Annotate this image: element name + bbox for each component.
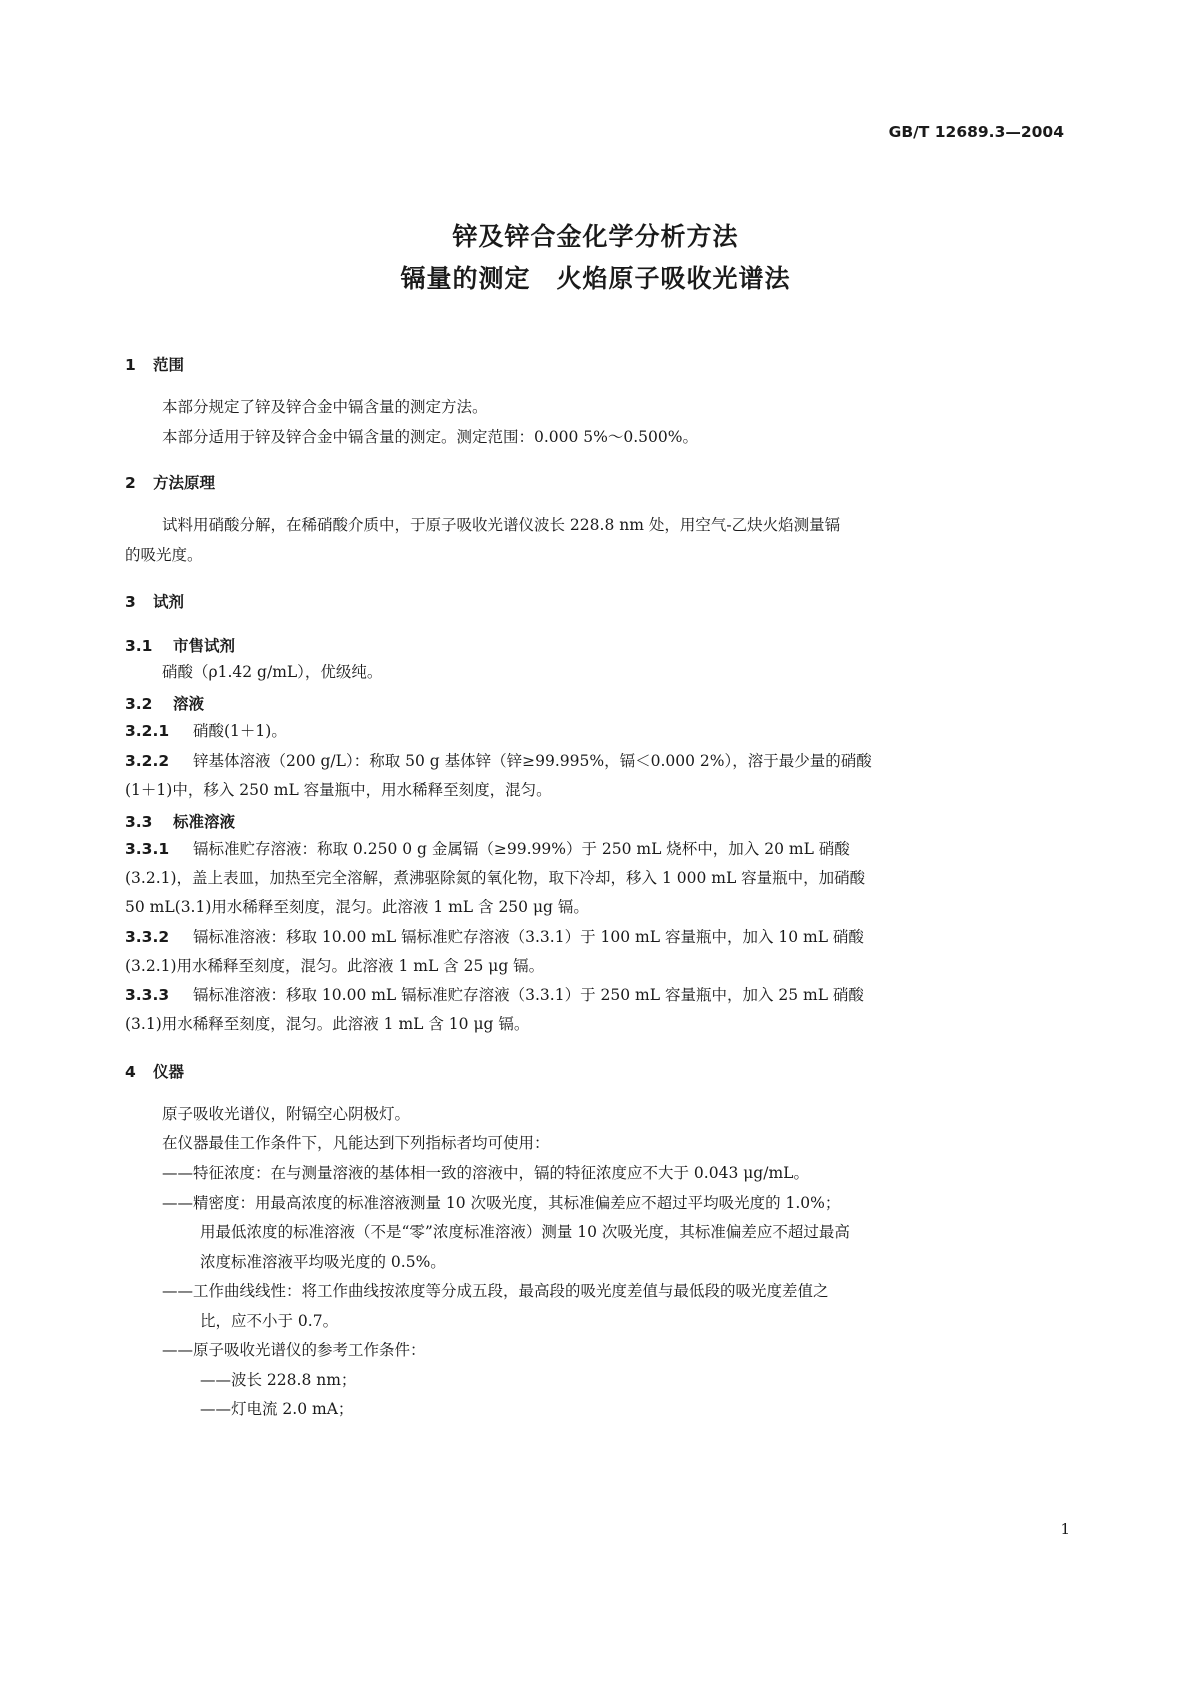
section-title: 溶液 — [173, 695, 205, 713]
section-title: 范围 — [153, 356, 185, 374]
paragraph-continuation: 的吸光度。 — [125, 546, 203, 564]
clause-text: 硝酸(1＋1)。 — [193, 722, 287, 740]
list-item: ——精密度：用最高浓度的标准溶液测量 10 次吸光度，其标准偏差应不超过平均吸光度的 1.0%； — [162, 1194, 841, 1212]
clause-text: 镉标准贮存溶液：称取 0.250 0 g 金属镉（≥99.99%）于 250 mL 烧杯中，加入 20 mL 硝酸 — [193, 840, 850, 858]
section-number: 1 — [125, 356, 136, 374]
clause-number: 3.3.3 — [125, 986, 170, 1004]
list-item-continuation: 比，应不小于 0.7。 — [200, 1312, 339, 1330]
clause-text-continuation: (1＋1)中，移入 250 mL 容量瓶中，用水稀释至刻度，混匀。 — [125, 781, 552, 799]
list-item: ——原子吸收光谱仪的参考工作条件： — [162, 1341, 426, 1359]
section-title: 方法原理 — [153, 474, 216, 492]
paragraph: 原子吸收光谱仪，附镉空心阴极灯。 — [162, 1105, 411, 1123]
section-number: 2 — [125, 474, 136, 492]
clause-text-continuation: (3.1)用水稀释至刻度，混匀。此溶液 1 mL 含 10 μg 镉。 — [125, 1015, 530, 1033]
clause-text: 镉标准溶液：移取 10.00 mL 镉标准贮存溶液（3.3.1）于 100 mL 容量瓶中，加入 10 mL 硝酸 — [193, 928, 864, 946]
section-title: 试剂 — [153, 593, 185, 611]
section-number: 3.1 — [125, 637, 153, 655]
standard-number: GB/T 12689.3—2004 — [888, 123, 1064, 141]
clause-text-continuation: (3.2.1)，盖上表皿，加热至完全溶解，煮沸驱除氮的氧化物，取下冷却，移入 1 000 mL 容量瓶中，加硝酸 — [125, 869, 866, 887]
paragraph: 试料用硝酸分解，在稀硝酸介质中，于原子吸收光谱仪波长 228.8 nm 处，用空气-乙炔火焰测量镉 — [162, 516, 841, 534]
page-number: 1 — [1060, 1520, 1070, 1538]
paragraph: 在仪器最佳工作条件下，凡能达到下列指标者均可使用： — [162, 1134, 550, 1152]
sub-list-item: ——波长 228.8 nm； — [200, 1371, 357, 1389]
section-3-heading — [125, 590, 184, 612]
paragraph: 硝酸（ρ1.42 g/mL），优级纯。 — [162, 663, 383, 681]
section-title: 仪器 — [153, 1063, 185, 1081]
clause-3-2-2 — [125, 751, 872, 771]
clause-number: 3.3.1 — [125, 840, 170, 858]
list-item-continuation: 用最低浓度的标准溶液（不是“零”浓度标准溶液）测量 10 次吸光度，其标准偏差应不超过最高 — [200, 1223, 850, 1241]
section-number: 3.2 — [125, 695, 153, 713]
clause-number: 3.2.2 — [125, 752, 170, 770]
subsection-3-3-heading — [125, 810, 235, 832]
section-title: 标准溶液 — [173, 813, 236, 831]
clause-number: 3.2.1 — [125, 722, 170, 740]
list-item-continuation: 浓度标准溶液平均吸光度的 0.5%。 — [200, 1253, 446, 1271]
document-title-line2: 镉量的测定 火焰原子吸收光谱法 — [400, 264, 791, 293]
section-title: 市售试剂 — [173, 637, 236, 655]
section-2-heading — [125, 471, 215, 493]
paragraph: 本部分适用于锌及锌合金中镉含量的测定。测定范围：0.000 5%～0.500%。 — [162, 428, 698, 446]
clause-3-2-1 — [125, 721, 287, 741]
subsection-3-2-heading — [125, 692, 204, 714]
section-number: 4 — [125, 1063, 136, 1081]
clause-3-3-3 — [125, 985, 864, 1005]
section-1-heading — [125, 353, 184, 375]
list-item: ——特征浓度：在与测量溶液的基体相一致的溶液中，镉的特征浓度应不大于 0.043 μg/mL。 — [162, 1164, 809, 1182]
list-item: ——工作曲线线性：将工作曲线按浓度等分成五段，最高段的吸光度差值与最低段的吸光度差值之 — [162, 1282, 829, 1300]
clause-text-continuation: (3.2.1)用水稀释至刻度，混匀。此溶液 1 mL 含 25 μg 镉。 — [125, 957, 545, 975]
clause-number: 3.3.2 — [125, 928, 170, 946]
paragraph: 本部分规定了锌及锌合金中镉含量的测定方法。 — [162, 398, 488, 416]
clause-text: 镉标准溶液：移取 10.00 mL 镉标准贮存溶液（3.3.1）于 250 mL 容量瓶中，加入 25 mL 硝酸 — [193, 986, 864, 1004]
clause-text: 锌基体溶液（200 g/L）：称取 50 g 基体锌（锌≥99.995%，镉＜0.000 2%），溶于最少量的硝酸 — [193, 752, 872, 770]
clause-text-continuation: 50 mL(3.1)用水稀释至刻度，混匀。此溶液 1 mL 含 250 μg 镉。 — [125, 898, 589, 916]
section-number: 3.3 — [125, 813, 153, 831]
document-title-line1: 锌及锌合金化学分析方法 — [452, 222, 739, 251]
clause-3-3-2 — [125, 927, 864, 947]
subsection-3-1-heading — [125, 634, 235, 656]
section-4-heading — [125, 1060, 184, 1082]
section-number: 3 — [125, 593, 136, 611]
clause-3-3-1 — [125, 839, 850, 859]
sub-list-item: ——灯电流 2.0 mA； — [200, 1400, 354, 1418]
